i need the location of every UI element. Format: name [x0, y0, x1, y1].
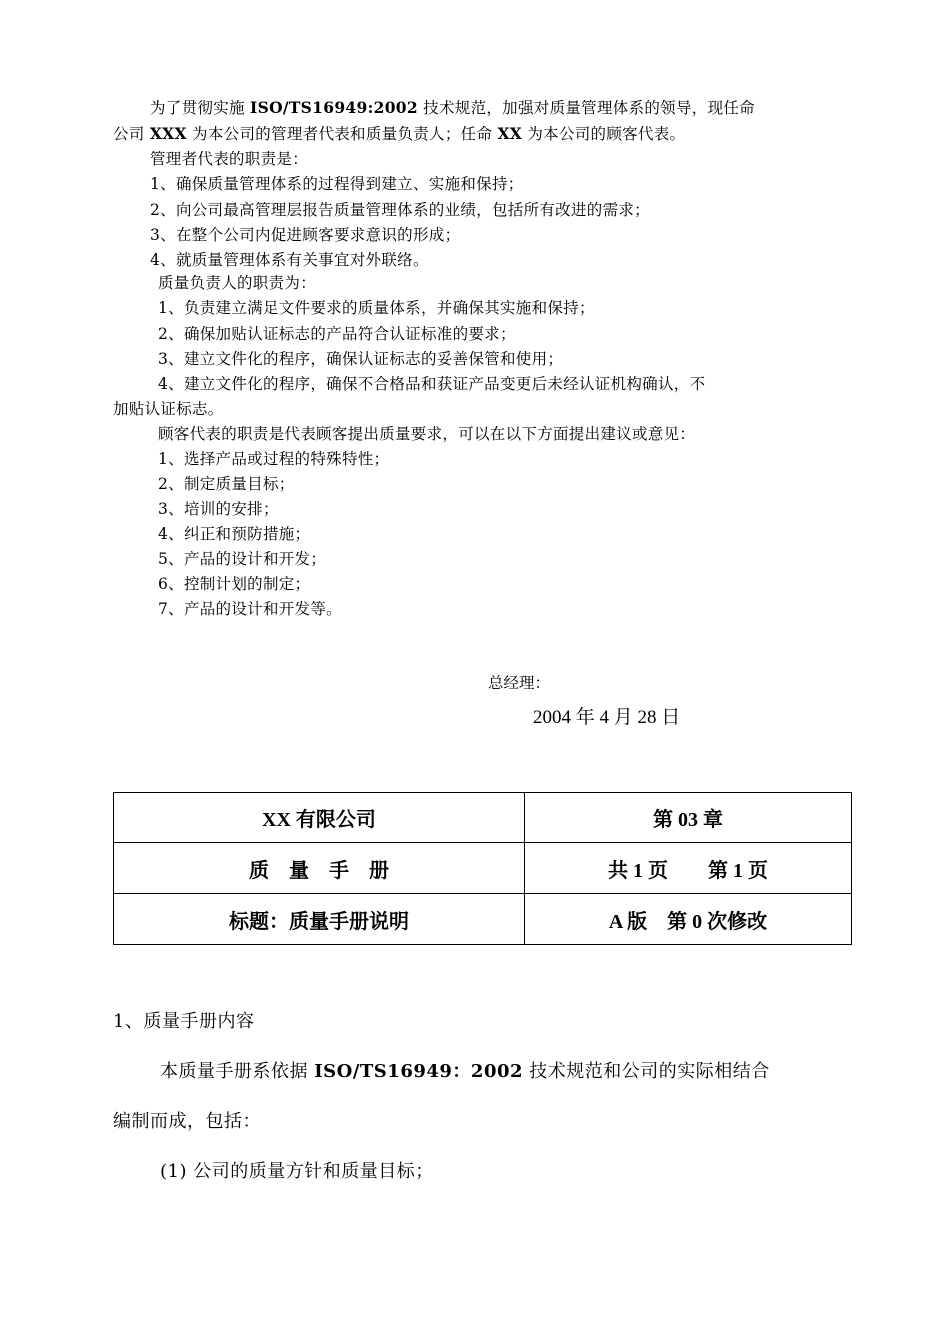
signature-date: 2004 年 4 月 28 日 [533, 707, 681, 728]
mgmt-rep-item: 1、确保质量管理体系的过程得到建立、实施和保持； [150, 175, 524, 193]
section-list-item: (1) 公司的质量方针和质量目标； [160, 1161, 434, 1182]
company-name: XX 有限公司 [114, 793, 525, 843]
section-paragraph: 本质量手册系依据 ISO/TS16949：2002 技术规范和公司的实际相结合 [160, 1061, 770, 1082]
quality-lead-heading: 质量负责人的职责为： [158, 274, 317, 292]
mgmt-rep-item: 2、向公司最高管理层报告质量管理体系的业绩，包括所有改进的需求； [150, 201, 650, 219]
intro-line-2: 公司 XXX 为本公司的管理者代表和质量负责人；任命 XX 为本公司的顾客代表。 [113, 124, 686, 143]
quality-lead-item-cont: 加贴认证标志。 [113, 400, 224, 418]
customer-rep-item: 6、控制计划的制定； [158, 575, 311, 593]
customer-rep-item: 2、制定质量目标； [158, 475, 295, 493]
chapter-number: 第 03 章 [525, 793, 852, 843]
mgmt-rep-heading: 管理者代表的职责是： [150, 150, 309, 168]
customer-rep-item: 5、产品的设计和开发； [158, 550, 327, 568]
customer-rep-item: 4、纠正和预防措施； [158, 525, 311, 543]
document-title: 标题：质量手册说明 [114, 894, 525, 945]
quality-lead-item: 4、建立文件化的程序，确保不合格品和获证产品变更后未经认证机构确认，不 [158, 375, 706, 393]
signature-label: 总经理： [488, 674, 551, 692]
intro-line-1: 为了贯彻实施 ISO/TS16949:2002 技术规范，加强对质量管理体系的领导，现任命 [150, 98, 755, 117]
quality-lead-item: 3、建立文件化的程序，确保认证标志的妥善保管和使用； [158, 350, 564, 368]
mgmt-rep-item: 4、就质量管理体系有关事宜对外联络。 [150, 251, 429, 269]
mgmt-rep-item: 3、在整个公司内促进顾客要求意识的形成； [150, 226, 461, 244]
quality-lead-item: 1、负责建立满足文件要求的质量体系，并确保其实施和保持； [158, 299, 595, 317]
page-count: 共 1 页 第 1 页 [525, 843, 852, 894]
section-heading: 1、质量手册内容 [113, 1011, 255, 1032]
customer-rep-item: 3、培训的安排； [158, 500, 279, 518]
manual-header-table [113, 792, 852, 945]
manual-name: 质 量 手 册 [114, 843, 525, 894]
customer-rep-heading: 顾客代表的职责是代表顾客提出质量要求，可以在以下方面提出建议或意见： [158, 425, 696, 443]
revision-info: A 版 第 0 次修改 [525, 894, 852, 945]
quality-lead-item: 2、确保加贴认证标志的产品符合认证标准的要求； [158, 325, 516, 343]
section-paragraph-cont: 编制而成，包括： [113, 1111, 261, 1132]
customer-rep-item: 7、产品的设计和开发等。 [158, 600, 342, 618]
customer-rep-item: 1、选择产品或过程的特殊特性； [158, 450, 390, 468]
